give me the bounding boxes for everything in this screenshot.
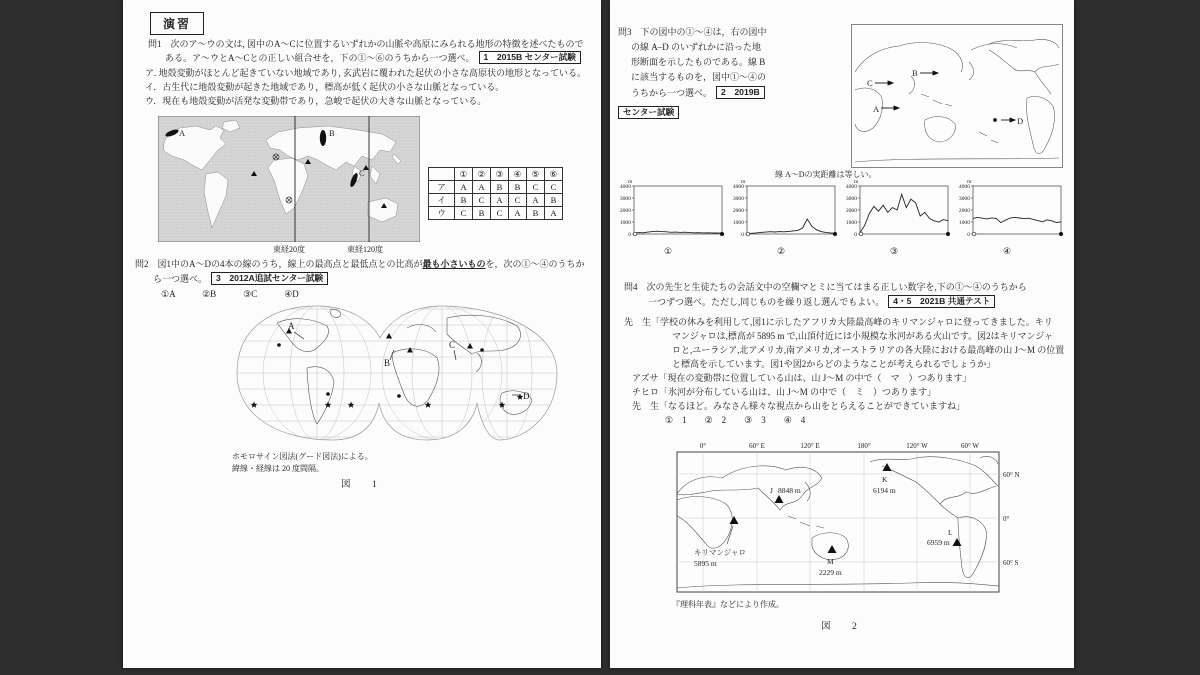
q2-line2 [153, 272, 328, 285]
profile-unit-label: m [967, 179, 972, 185]
profile-frame [860, 186, 948, 234]
answer-table-cell: A [509, 207, 527, 220]
profile-tick-label: 2000 [619, 208, 631, 214]
q4-teacher1-line2: マンジャロは,標高が 5895 m で,山頂付近には小規模な氷河がある火山です。図2はキリマンジャ [672, 331, 1054, 341]
fig2-lon-60w: 60° W [960, 442, 980, 450]
answer-table-row-label: ア [429, 181, 455, 194]
q3-line4: に該当するものを，図中①～④の [631, 72, 767, 82]
profile-unit-label: m [628, 179, 633, 185]
q3-map-label-a: A [873, 104, 880, 114]
q2-line1 [135, 258, 585, 270]
profile-4-label: ④ [1002, 247, 1012, 257]
answer-table-cell: C [473, 194, 491, 207]
map-label-a: A [179, 128, 186, 138]
answer-table-cell: A [473, 181, 491, 194]
q4-teacher1-line3: ロと,ユーラシア,北アメリカ,南アメリカ,オーストラリアの各大陸における最高峰の山 J～M の位置 [672, 345, 1065, 355]
profile-tick-label: 3000 [732, 196, 744, 202]
fig2-l-name: L [948, 528, 953, 537]
q4-line2 [648, 295, 995, 308]
fig2-label: 図 2 [821, 622, 863, 632]
q1-line1: 問1 次のア～ウの文は, 図中のA～Cに位置するいずれかの山脈や高原にみられる地形の特徴を述べたもので [148, 39, 584, 49]
fig1-caption2: 緯線・経線は 20 度間隔。 [232, 464, 324, 473]
profile-end-marker [720, 232, 724, 236]
q2-ref-box: 3 2012A追試センター試験 [211, 272, 328, 285]
profile-tick-label: 2000 [958, 208, 970, 214]
fig1-label-b: B [384, 358, 391, 368]
answer-table-row [429, 207, 563, 220]
profile-tick-label: 1000 [619, 220, 631, 226]
profile-start-marker [746, 232, 750, 236]
q3-line2: の線 A–D のいずれかに沿った地 [631, 42, 761, 52]
range-mark-b [320, 130, 326, 146]
meridian-120e-label: 東経120度 [347, 245, 383, 254]
answer-table-cell: B [473, 207, 491, 220]
fig2-k-elev: 6194 m [873, 486, 896, 495]
profile-end-marker [833, 232, 837, 236]
profile-3-label: ③ [889, 247, 899, 257]
profile-1-label: ① [663, 247, 673, 257]
profile-unit-label: m [741, 179, 746, 185]
fig1-label-d: D [523, 391, 530, 401]
fig1-label-a: A [288, 321, 295, 331]
profile-tick-label: 4000 [845, 184, 857, 190]
q3-profiles-row [612, 178, 1072, 258]
profile-tick-label: 4000 [958, 184, 970, 190]
q4-line2-text: 一つずつ選べ。ただし,同じものを繰り返し選んでもよい。 [648, 297, 885, 307]
profile-frame [747, 186, 835, 234]
profile-tick-label: 1000 [958, 220, 970, 226]
profile-tick-label: 3000 [845, 196, 857, 202]
q1-line2-text: ある。ア～ウとA～Cとの正しい組合せを，下の①～⑥のうちから一つ選べ。 [165, 53, 475, 63]
profile-chart-3 [838, 178, 950, 257]
q1-choice-i: イ．古生代に地殻変動が起きた地域であり，標高が低く起伏の小さな山脈となっている。 [145, 82, 505, 92]
profile-tick-label: 4000 [619, 184, 631, 190]
q2-line2-text: ら一つ選べ。 [153, 274, 208, 284]
fig2-kilimanjaro-name: キリマンジャロ [694, 548, 747, 557]
fig2-lon-180: 180° [857, 442, 871, 450]
profile-line [973, 217, 1061, 222]
q1-answer-table [428, 167, 563, 220]
fig1-label: 図 1 [341, 480, 383, 490]
answer-table-header-cell: ⑤ [527, 168, 545, 181]
fig2-m-elev: 2229 m [819, 568, 842, 577]
answer-table-cell: B [509, 181, 527, 194]
answer-table-cell: C [455, 207, 473, 220]
map-label-c: C [359, 168, 365, 178]
q4-ref-box: 4・5 2021B 共通テスト [888, 295, 995, 308]
q1-choice-a: ア. 地殻変動がほとんど起きていない地域であり, 玄武岩に覆われた起伏の小さな高原状の地形となっている。 [145, 68, 587, 78]
q4-azusa-line: アズサ「現在の変動帯に位置している山は、山 J～M の中で（ マ ）つあります」 [632, 373, 972, 383]
answer-table-cell: C [527, 181, 545, 194]
fig1-caption1: ホモロサイン図法(グード図法)による。 [232, 452, 373, 461]
answer-table-row-label: イ [429, 194, 455, 207]
q4-teacher1-line4: と標高を示しています。図1や図2からどのようなことが考えられるでしょうか」 [672, 359, 996, 369]
profile-frame [634, 186, 722, 234]
profile-chart-2 [725, 178, 837, 257]
answer-table-cell: B [527, 207, 545, 220]
q2-line1-post: を，次の①～④のうちか [485, 259, 585, 269]
page-1 [123, 0, 601, 668]
answer-table-cell: A [545, 207, 563, 220]
profile-start-marker [859, 232, 863, 236]
answer-table-header-cell [429, 168, 455, 181]
profile-tick-label: 1000 [845, 220, 857, 226]
fig1-homolosine-map [232, 298, 562, 448]
answer-table-cell: A [527, 194, 545, 207]
answer-table-row [429, 181, 563, 194]
answer-table-cell: B [491, 181, 509, 194]
q3-line5 [631, 86, 765, 99]
profile-tick-label: 2000 [732, 208, 744, 214]
fig2-lon-60e: 60° E [749, 442, 765, 450]
fig2-j-elev: 8848 m [778, 486, 801, 495]
profile-tick-label: 4000 [732, 184, 744, 190]
q4-line1: 問4 次の先生と生徒たちの会話文中の空欄マとミに当てはまる正しい数字を,下の①～④のうちから [624, 282, 1027, 292]
q3-map-caption: 線 A～Dの実距離は等しい。 [775, 170, 877, 179]
q4-teacher1-line1: 先 生「学校の休みを利用して,図1に示したアフリカ大陸最高峰のキリマンジャロに登ってきました。キリ [624, 317, 1053, 327]
profile-tick-label: 0 [967, 232, 970, 238]
q3-map-label-c: C [867, 78, 873, 88]
profile-end-marker [946, 232, 950, 236]
profile-line [747, 219, 835, 234]
q1-ref-box: 1 2015B センター試験 [479, 51, 581, 64]
fig1-label-c: C [449, 340, 456, 350]
answer-table-header-cell: ③ [491, 168, 509, 181]
fig2-kilimanjaro-elev: 5895 m [694, 559, 717, 568]
answer-table-cell: A [455, 181, 473, 194]
fig2-k-name: K [882, 475, 888, 484]
profile-chart-1 [612, 178, 724, 257]
fig2-lat-60n: 60° N [1003, 471, 1020, 479]
profile-tick-label: 2000 [845, 208, 857, 214]
fig2-source: 『理科年表』などにより作成。 [672, 600, 784, 609]
profile-line [860, 194, 948, 232]
fig2-j-name: J [770, 486, 773, 495]
answer-table-cell: B [545, 194, 563, 207]
q3-ref-box2: センター試験 [618, 106, 679, 119]
profile-tick-label: 3000 [619, 196, 631, 202]
q2-line1-emphasis: 最も小さいもの [422, 259, 486, 269]
q3-world-map-figure [851, 24, 1063, 168]
q1-choice-u: ウ．現在も地殻変動が活発な変動帯であり，急峻で起伏の大きな山脈となっている。 [145, 96, 487, 106]
exercise-heading: 演習 [150, 12, 204, 35]
fig2-lat-60s: 60° S [1003, 559, 1019, 567]
fig2-l-elev: 6959 m [927, 538, 950, 547]
page-2 [610, 0, 1074, 668]
fig2-lon-0: 0° [699, 442, 707, 450]
q4-chihiro-line: チヒロ「氷河が分布している山は、山 J～M の中で（ ミ ）つあります」 [632, 387, 937, 397]
profile-tick-label: 1000 [732, 220, 744, 226]
profile-end-marker [1059, 232, 1063, 236]
profile-unit-label: m [854, 179, 859, 185]
answer-table-cell: C [545, 181, 563, 194]
q3-ref-line2 [618, 101, 679, 119]
q4-options: ① 1 ② 2 ③ 3 ④ 4 [665, 415, 806, 425]
map-label-b: B [329, 128, 335, 138]
q2-options: ①A ②B ③C ④D [161, 289, 299, 299]
profile-frame [973, 186, 1061, 234]
q2-line1-pre: 問2 図1中のA～Dの4本の線のうち，線上の最高点と最低点との比高が [135, 259, 423, 269]
q3-map-label-b: B [912, 68, 918, 78]
meridian-20e-label: 東経20度 [273, 245, 305, 254]
answer-table-row-label: ウ [429, 207, 455, 220]
answer-table-cell: C [491, 207, 509, 220]
q1-line2 [165, 51, 581, 64]
profile-start-marker [633, 232, 637, 236]
q3-line1: 問3 下の図中の①～④は，右の図中 [618, 27, 767, 37]
profile-tick-label: 0 [741, 232, 744, 238]
profile-tick-label: 3000 [958, 196, 970, 202]
answer-table-header-cell: ② [473, 168, 491, 181]
answer-table-row [429, 194, 563, 207]
fig2-lon-120e: 120° E [800, 442, 820, 450]
profile-tick-label: 0 [854, 232, 857, 238]
q4-teacher2-line: 先 生「なるほど。みなさん様々な視点から山をとらえることができていますね」 [632, 401, 966, 411]
profile-line [634, 231, 722, 233]
answer-table-header-cell: ④ [509, 168, 527, 181]
q1-world-map-figure [158, 116, 420, 242]
answer-table-cell: A [491, 194, 509, 207]
answer-table-cell: B [455, 194, 473, 207]
fig2-m-name: M [827, 557, 834, 566]
answer-table-header-cell: ① [455, 168, 473, 181]
profile-start-marker [972, 232, 976, 236]
fig2-peaks-map [670, 438, 1032, 598]
answer-table-header-cell: ⑥ [545, 168, 563, 181]
profile-tick-label: 0 [628, 232, 631, 238]
profile-chart-4 [951, 178, 1063, 257]
answer-table-cell: C [509, 194, 527, 207]
q3-line3: 形断面を示したものである。線 B [631, 57, 766, 67]
profile-2-label: ② [776, 247, 786, 257]
fig2-lon-120w: 120° W [906, 442, 928, 450]
fig2-lat-0: 0° [1003, 515, 1010, 523]
q3-line5-text: うちから一つ選べ。 [631, 88, 713, 98]
q3-map-label-d: D [1017, 116, 1024, 126]
q3-ref-box1: 2 2019B [716, 86, 765, 99]
